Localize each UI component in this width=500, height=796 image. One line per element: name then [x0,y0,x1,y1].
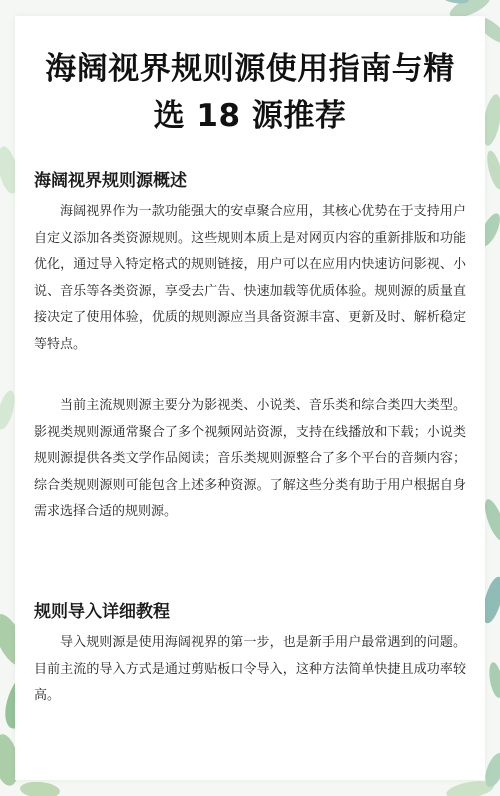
paragraph: 当前主流规则源主要分为影视类、小说类、音乐类和综合类四大类型。影视类规则源通常聚合了多个视频网站资源，支持在线播放和下载；小说类规则源提供各类文学作品阅读；音乐类规则源整合了多个平台的音频内容；综合类规则源则可能包含上述多种资源。了解这些分类有助于用户根据自身需求选择合适的规则源。 [34,398,466,519]
paragraph: 导入规则源是使用海阔视界的第一步，也是新手用户最常遇到的问题。目前主流的导入方式是通过剪贴板口令导入，这种方法简单快捷且成功率较高。 [34,635,466,703]
section-heading-import-tutorial: 规则导入详细教程 [34,602,170,622]
section-heading-overview: 海阔视界规则源概述 [34,171,187,191]
document-title: 海阔视界规则源使用指南与精选 18 源推荐 [45,51,455,134]
paragraph: 海阔视界作为一款功能强大的安卓聚合应用，其核心优势在于支持用户自定义添加各类资源规则。这些规则本质上是对网页内容的重新排版和功能优化，通过导入特定格式的规则链接，用户可以在应用内快速访问影视、小说、音乐等各类资源，享受去广告、快速加载等优质体验。规则源的质量直接决定了使用体验，优质的规则源应当具备资源丰富、更新及时、解析稳定等特点。 [34,204,466,352]
